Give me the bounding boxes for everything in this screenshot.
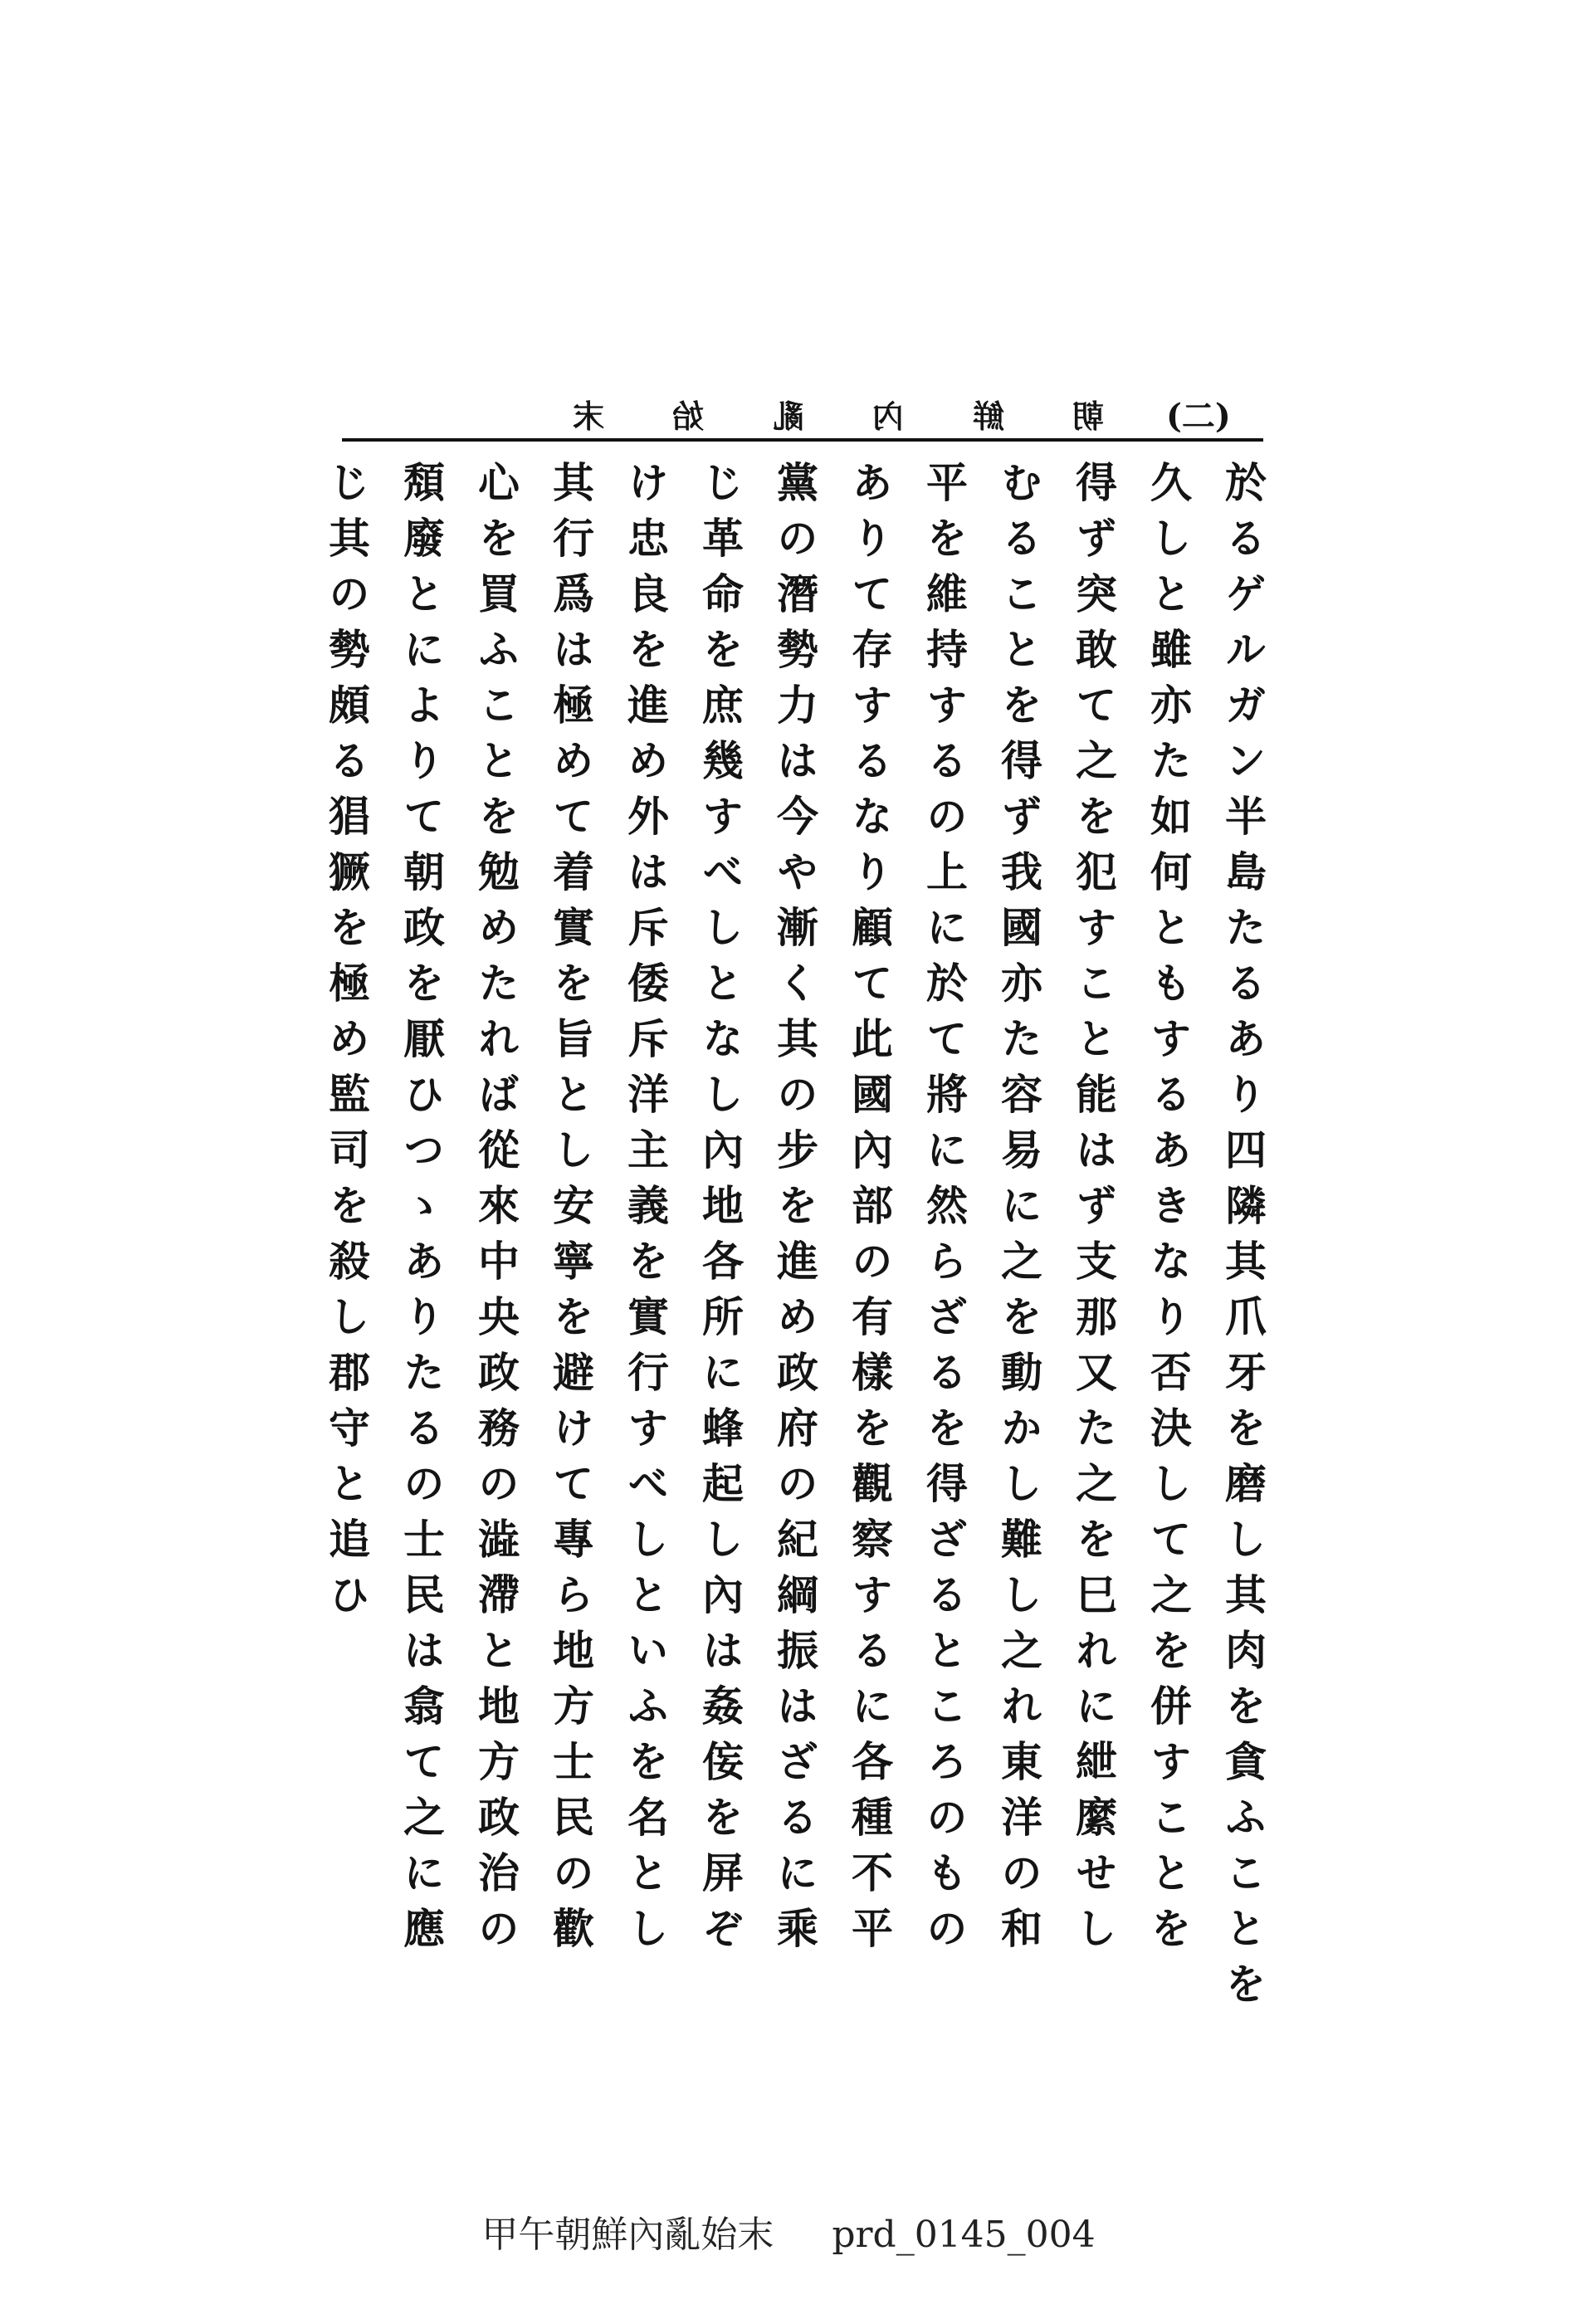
text-column-12: 頽廢とによりて朝政を厭ひつゝありたるの士民は翕て之に應	[397, 461, 446, 1962]
text-column-13: じ其の勢頗る猖獗を極め監司を殺し郡守と追ひ	[322, 461, 371, 1628]
text-column-3: 得ず突敢て之を犯すこと能はず支那又た之を巳れに紲縻せし	[1069, 461, 1118, 1962]
running-head-char-4: 內	[872, 397, 905, 435]
text-column-6: ありて存するなり顧て此國內部の有樣を觀察するに各種不平	[845, 461, 894, 1962]
text-column-11: 心を買ふことを勉めたれば從來中央政務の澁滯と地方政治の	[471, 461, 520, 1962]
text-column-8: じ革命を庶幾すべしとなし內地各所に蜂起し內は姦侫を屏ぞ	[696, 461, 745, 1962]
header-rule	[342, 438, 1263, 442]
running-head-char-2: 始	[672, 397, 705, 435]
text-column-5: 平を維持するの上に於て將に然らざるを得ざるところのもの	[920, 461, 969, 1962]
running-head-char-6: 朝	[1072, 397, 1104, 435]
body-text	[322, 461, 1267, 2018]
running-head-char-1: 末	[573, 397, 605, 435]
text-column-1: 於るゲルガン半島たるあり四隣其爪牙を磨し其肉を貪ふことを	[1218, 461, 1267, 2018]
running-head-char-3: 亂	[772, 397, 804, 435]
running-head-char-5: 鮮	[972, 397, 1004, 435]
footer-caption	[0, 2204, 1577, 2258]
footer-book-title: 甲午朝鮮內亂始末	[481, 2214, 774, 2256]
text-column-2: 久しと雖亦た如何ともするあきなり否決して之を併すことを	[1144, 461, 1193, 1962]
running-head	[573, 388, 1104, 438]
text-column-7: 黨の潛勢力は今や漸く其の步を進め政府の紀綱振はざるに乘	[770, 461, 819, 1962]
text-column-10: 其行爲は極めて着實を旨とし安寧を避けて專ら地方士民の歡	[546, 461, 595, 1962]
footer-image-id: prd_0145_004	[832, 2214, 1096, 2256]
text-column-4: むることを得ず我國亦た容易に之を動かし難し之れ東洋の和	[994, 461, 1043, 1962]
page-number: (二)	[1166, 396, 1231, 436]
text-column-9: け忠良を進め外は斥倭斥洋主義を實行すべしといふを名とし	[621, 461, 670, 1962]
